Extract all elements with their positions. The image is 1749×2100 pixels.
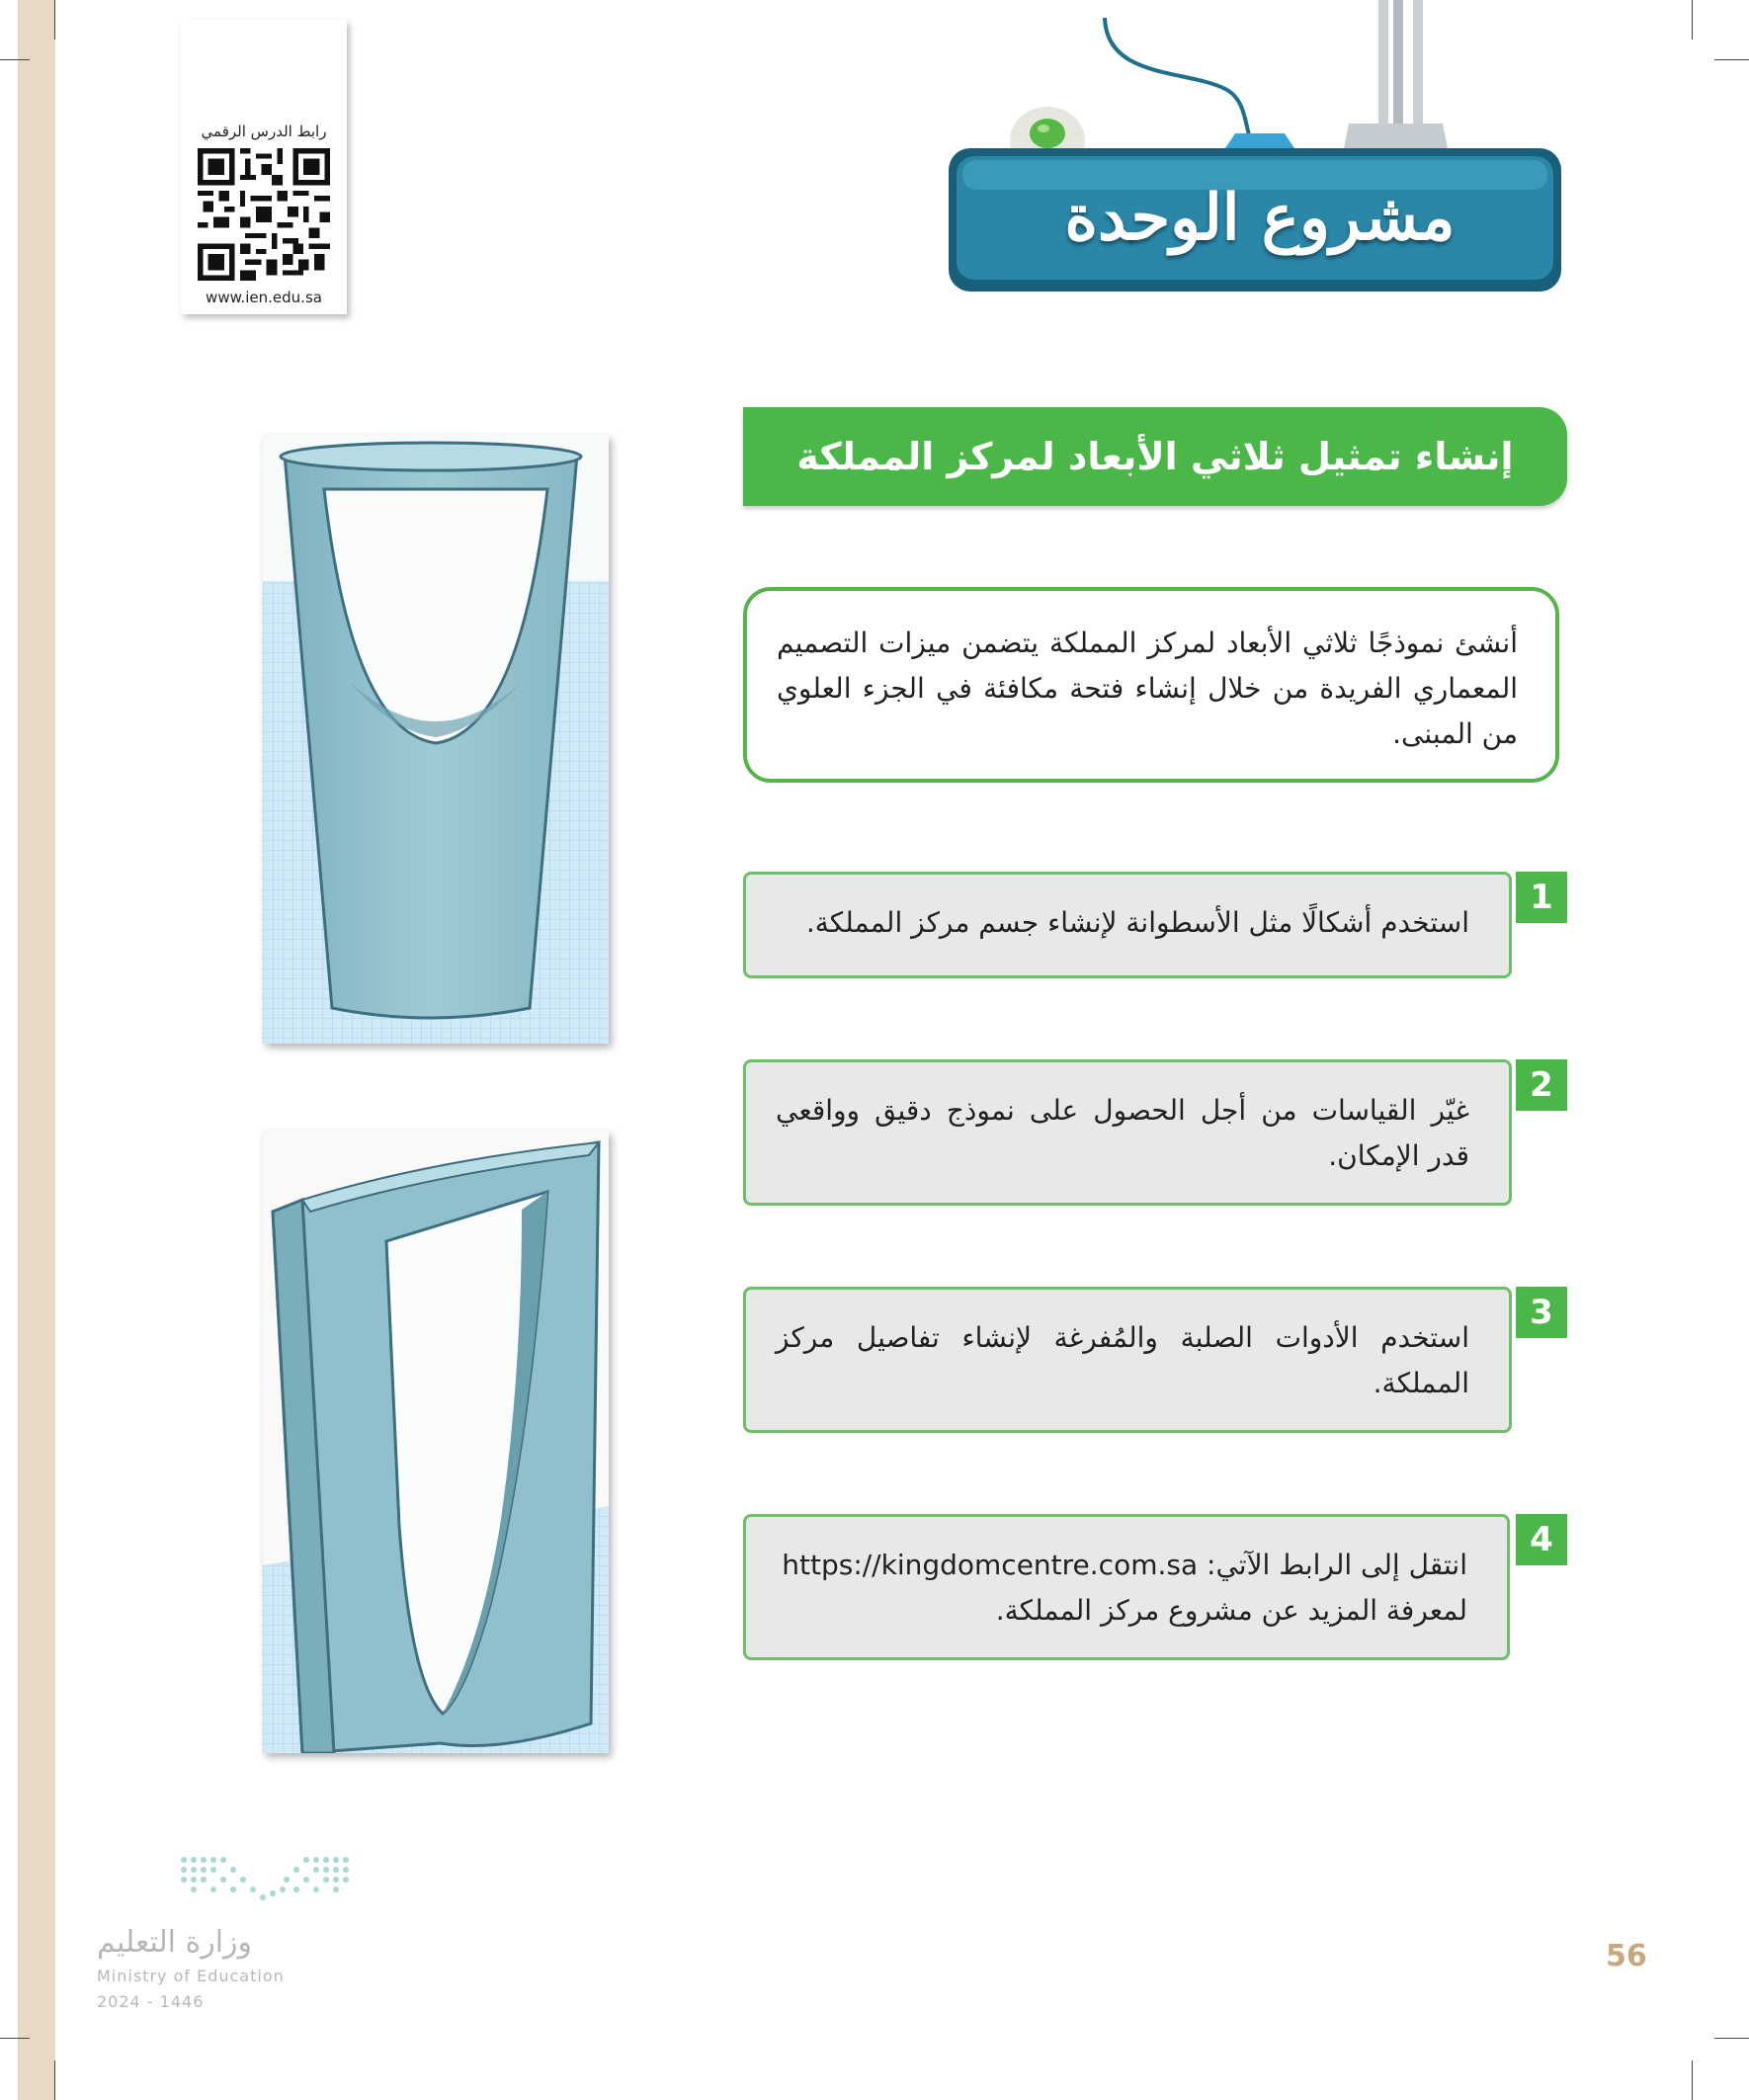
- crop-mark: [1714, 59, 1749, 60]
- step-2: غيّر القياسات من أجل الحصول على نموذج دقيق وواقعي قدر الإمكان.: [743, 1059, 1512, 1206]
- ministry-name-arabic: وزارة التعليم: [97, 1925, 253, 1960]
- crop-mark: [1692, 2060, 1693, 2100]
- step-1: استخدم أشكالًا مثل الأسطوانة لإنشاء جسم مركز المملكة.: [743, 872, 1512, 978]
- intro-box: أنشئ نموذجًا ثلاثي الأبعاد لمركز المملكة يتضمن ميزات التصميم المعماري الفريدة من خلال إنشاء فتحة مكافئة في الجزء العلوي من المبنى.: [743, 587, 1559, 783]
- step-3: استخدم الأدوات الصلبة والمُفرغة لإنشاء تفاصيل مركز المملكة.: [743, 1287, 1512, 1433]
- step-3-number: 3: [1516, 1287, 1567, 1338]
- page-margin-strip: [18, 0, 55, 2100]
- crop-mark: [1692, 0, 1693, 40]
- ministry-name-english: Ministry of Education: [97, 1967, 285, 1985]
- crop-mark: [54, 2060, 55, 2100]
- section-banner: [743, 407, 1567, 506]
- section-title: إنشاء تمثيل ثلاثي الأبعاد لمركز المملكة: [796, 435, 1514, 478]
- step-4-link-line[interactable]: انتقل إلى الرابط الآتي: https://kingdomcentre.com.sa: [782, 1549, 1467, 1581]
- crop-mark: [54, 0, 55, 40]
- crop-mark: [1714, 2038, 1749, 2039]
- ministry-logo-icon: [178, 1854, 352, 1907]
- page-number: 56: [1606, 1939, 1647, 1974]
- qr-url[interactable]: www.ien.edu.sa: [206, 289, 322, 306]
- qr-code-icon[interactable]: [198, 148, 330, 281]
- step-4-text: لمعرفة المزيد عن مشروع مركز المملكة.: [995, 1594, 1467, 1627]
- model-side-view-image: [263, 1131, 609, 1753]
- qr-label: رابط الدرس الرقمي: [201, 123, 327, 140]
- step-4: [743, 1514, 1510, 1660]
- crop-mark: [0, 59, 30, 60]
- step-1-number: 1: [1516, 872, 1567, 923]
- step-4-number: 4: [1516, 1514, 1567, 1565]
- qr-card[interactable]: [181, 20, 347, 314]
- step-2-number: 2: [1516, 1059, 1567, 1111]
- ministry-year: 2024 - 1446: [97, 1992, 205, 2011]
- crop-mark: [0, 2038, 30, 2039]
- model-front-view-image: [263, 435, 609, 1044]
- page-title: مشروع الوحدة: [1064, 180, 1456, 255]
